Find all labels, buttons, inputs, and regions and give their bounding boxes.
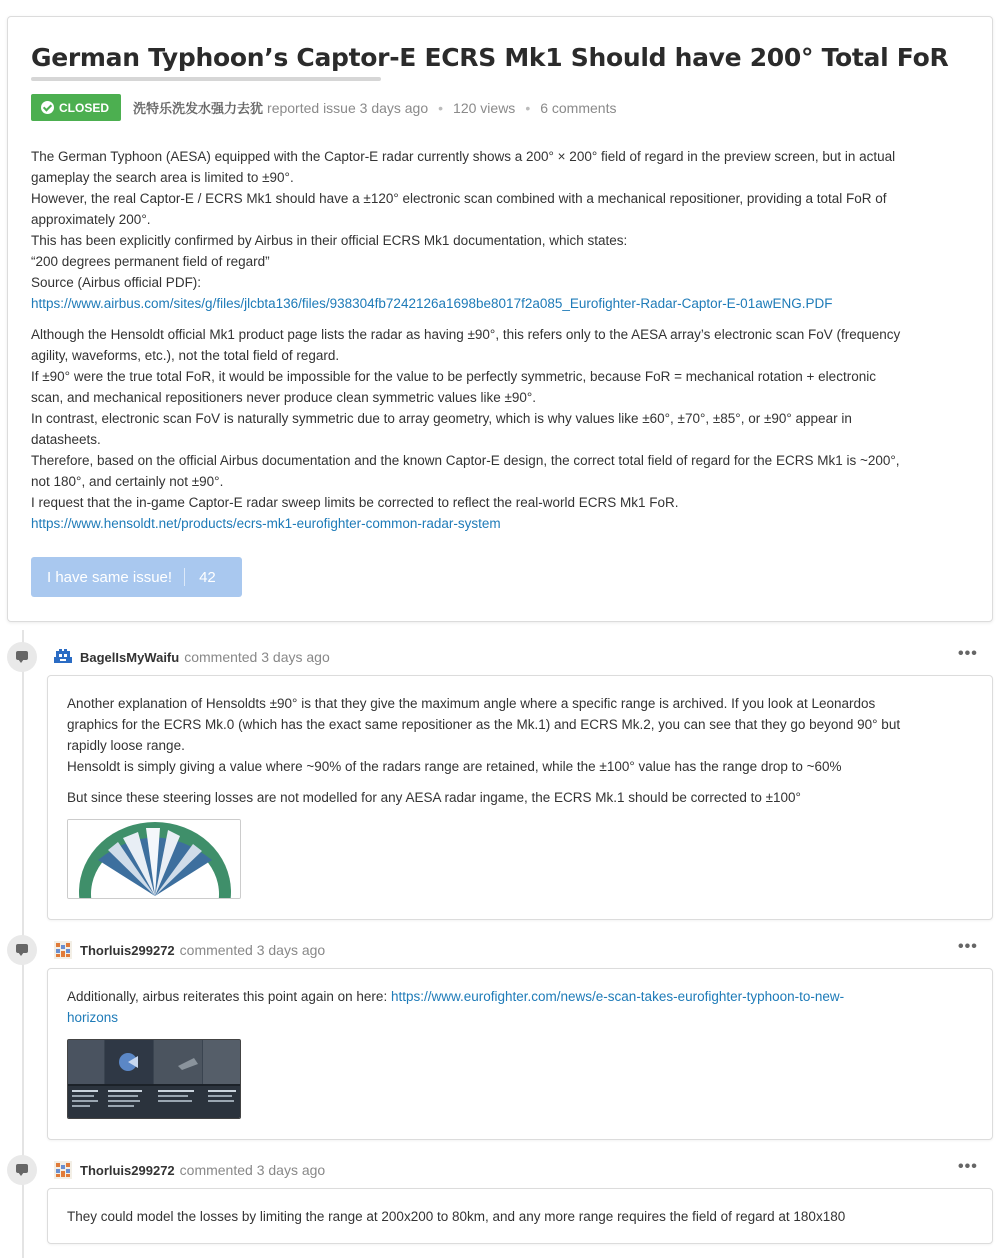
avatar[interactable] (54, 941, 72, 959)
body-line: “200 degrees permanent field of regard” (31, 254, 270, 269)
avatar[interactable] (54, 648, 72, 666)
button-divider (184, 568, 185, 586)
comment-card (47, 968, 993, 1140)
comment-line: Hensoldt is simply giving a value where ~90% of the radars range are retained, while the ±100° value has the range drop to ~60% (67, 759, 842, 774)
issue-body-paragraph-2 (31, 324, 971, 534)
comment-author[interactable]: BagelIsMyWaifu (80, 649, 180, 665)
comment-card (47, 1188, 993, 1244)
comment-header (54, 1160, 325, 1180)
issue-card (7, 16, 993, 622)
avatar[interactable] (54, 1161, 72, 1179)
comment-author[interactable]: Thorluis299272 (80, 1162, 175, 1178)
comment-header (54, 647, 330, 667)
comment-bubble-icon (7, 1155, 37, 1185)
radar-diagram-thumbnail[interactable] (67, 819, 241, 899)
issue-body-paragraph-1 (31, 146, 971, 314)
comment-action: commented 3 days ago (184, 649, 330, 665)
body-line: datasheets. (31, 432, 101, 447)
comments-count: 6 comments (540, 99, 617, 116)
comment-line: But since these steering losses are not modelled for any AESA radar ingame, the ECRS Mk.1 should be corrected to ±100° (67, 790, 801, 805)
body-line: not 180°, and certainly not ±90°. (31, 474, 224, 489)
airbus-pdf-link[interactable]: https://www.airbus.com/sites/g/files/jlcbta136/files/938304fb7242126a1698be8017f2a085_Eurofighter-Radar-Captor-E-01awENG.PDF (31, 296, 833, 311)
check-icon (41, 101, 54, 114)
body-line: If ±90° were the true total FoR, it would be impossible for the value to be perfectly symmetric, because FoR = mechanical rotation + electronic (31, 369, 876, 384)
comment-line (67, 986, 844, 1007)
body-line: scan, and mechanical repositioners never produce clean symmetric values like ±90°. (31, 390, 537, 405)
body-line: This has been explicitly confirmed by Airbus in their official ECRS Mk1 documentation, which states: (31, 233, 628, 248)
body-line: Source (Airbus official PDF): (31, 275, 202, 290)
eurofighter-news-link-continued[interactable]: horizons (67, 1010, 119, 1025)
meta-separator: • (438, 99, 444, 116)
body-line: I request that the in-game Captor-E radar sweep limits be corrected to reflect the real-world ECRS Mk1 FoR. (31, 495, 679, 510)
eurofighter-article-thumbnail[interactable] (67, 1039, 241, 1119)
comment-line: rapidly loose range. (67, 738, 185, 753)
issue-author[interactable]: 洗特乐洗发水强力去犹 (133, 102, 264, 117)
issue-title: German Typhoon’s Captor-E ECRS Mk1 Should have 200° Total FoR (31, 43, 949, 72)
status-label: CLOSED (59, 100, 110, 115)
comment-line: Another explanation of Hensoldts ±90° is that they give the maximum angle where a specific range is archived. If you look at Leonardos (67, 696, 876, 711)
comment-body (67, 986, 844, 1028)
body-line: However, the real Captor-E / ECRS Mk1 should have a ±120° electronic scan combined with a mechanical repositioner, providing a total FoR of (31, 191, 887, 206)
comment-action: commented 3 days ago (179, 1162, 326, 1178)
body-line: The German Typhoon (AESA) equipped with the Captor-E radar currently shows a 200° × 200° field of regard in the preview screen, but in actual (31, 149, 896, 164)
comment-line: They could model the losses by limiting the range at 200x200 to 80km, and any more range requires the field of regard at 180x180 (67, 1209, 846, 1224)
body-line: Therefore, based on the official Airbus documentation and the known Captor-E design, the correct total field of regard for the ECRS Mk1 is ~200°, (31, 453, 900, 468)
comment-bubble-icon (7, 935, 37, 965)
issue-meta (31, 94, 616, 121)
comment-author[interactable]: Thorluis299272 (80, 942, 175, 958)
status-badge (31, 94, 121, 121)
comment-text: Additionally, airbus reiterates this point again on here: (67, 989, 391, 1004)
comment-card (47, 675, 993, 920)
reported-text: reported issue 3 days ago (267, 99, 429, 116)
same-issue-label: I have same issue! (47, 568, 173, 586)
more-options-icon[interactable]: ••• (958, 645, 978, 662)
eurofighter-news-link[interactable]: https://www.eurofighter.com/news/e-scan-takes-eurofighter-typhoon-to-new- (390, 989, 845, 1004)
title-underline (31, 77, 381, 81)
comment-action: commented 3 days ago (179, 942, 326, 958)
body-line: gameplay the search area is limited to ±90°. (31, 170, 294, 185)
views-count: 120 views (453, 99, 516, 116)
body-line: agility, waveforms, etc.), not the total field of regard. (31, 348, 340, 363)
body-line: approximately 200°. (31, 212, 151, 227)
body-line: Although the Hensoldt official Mk1 product page lists the radar as having ±90°, this refers only to the AESA array’s electronic scan FoV (frequency (31, 327, 901, 342)
comment-bubble-icon (7, 642, 37, 672)
more-options-icon[interactable]: ••• (958, 938, 978, 955)
more-options-icon[interactable]: ••• (958, 1158, 978, 1175)
same-issue-button[interactable] (31, 557, 242, 597)
body-line: In contrast, electronic scan FoV is naturally symmetric due to array geometry, which is why values like ±60°, ±70°, ±85°, or ±90° appear in (31, 411, 852, 426)
meta-separator: • (525, 99, 531, 116)
comment-line: graphics for the ECRS Mk.0 (which has the exact same repositioner as the Mk.1) and ECRS Mk.2, you can see that they go beyond 90° but (67, 717, 901, 732)
hensoldt-link[interactable]: https://www.hensoldt.net/products/ecrs-mk1-eurofighter-common-radar-system (31, 516, 501, 531)
comment-body (67, 1206, 845, 1227)
comment-header (54, 940, 325, 960)
same-issue-count: 42 (199, 568, 216, 586)
comment-body (67, 693, 900, 808)
